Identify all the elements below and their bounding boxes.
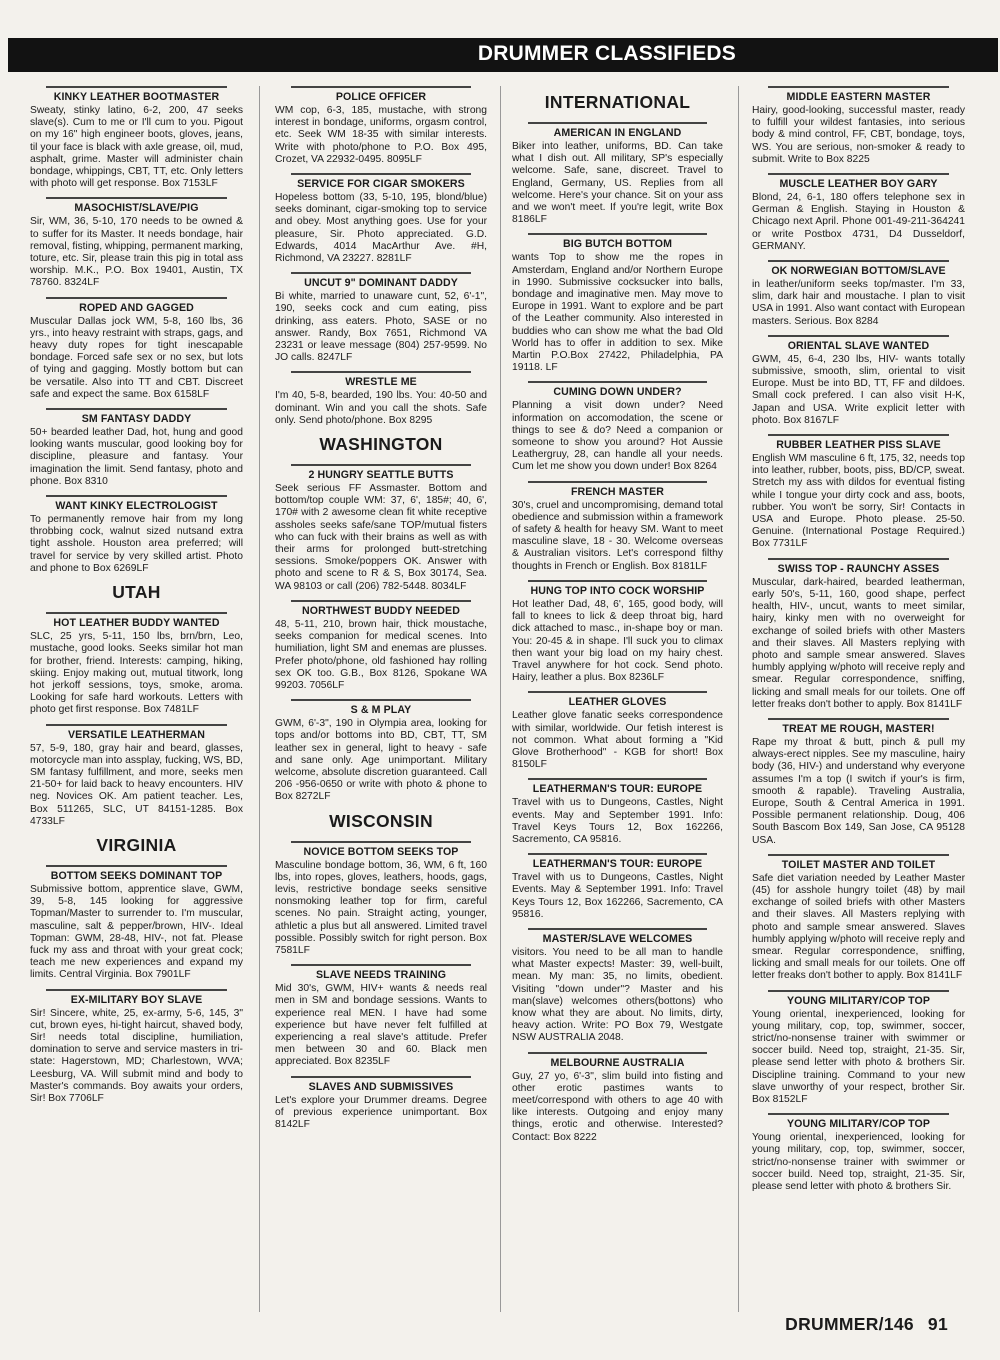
- ad-body: 30's, cruel and uncompromising, demand total obedience and submission within a framework of safety & health for heavy SM. Want to meet masculine slave, 18 - 30. Welcome overseas & Australian visitors. Let's correspond filthy thoughts in French or English. Box 8181LF: [512, 499, 723, 572]
- ad-rule: [768, 558, 949, 560]
- ad-title: FRENCH MASTER: [570, 485, 665, 498]
- ad-title: WRESTLE ME: [345, 376, 417, 389]
- ad-body: GWM, 6'-3", 190 in Olympia area, looking for tops and/or bottoms into BD, CBT, TT, SM leather sex in general, light to heavy - safe and sane only. Age unimportant. Military welcome, absolute discretion guaranteed. Call 206 -956-0650 or write with photo & phone to Box 8272LF: [275, 718, 487, 803]
- ad-title: UNCUT 9" DOMINANT DADDY: [304, 277, 458, 290]
- ad-rule: [528, 928, 707, 930]
- classified-ad: [752, 434, 965, 551]
- ad-title: LEATHERMAN'S TOUR: EUROPE: [532, 783, 703, 796]
- classified-ad: [275, 464, 487, 593]
- classified-ad: [512, 122, 723, 226]
- ad-body: Muscular, dark-haired, bearded leatherman, early 50's, 5-11, 160, good shape, perfect health, HIV-, uncut, wants to meet similar, hairy, kinky men with no overweight for exchange of soiled briefs with other Masters and their slaves. All Masters replying with photo and sample smear answered. Slaves humbly applying w/photo will receive reply and smear. Regular correspondence, sniffing, licking and small meals for our toilets. One off letter freaks don't bother to apply. Box 8141LF: [752, 576, 965, 710]
- classified-ad: [30, 724, 243, 828]
- ad-body: Hopeless bottom (33, 5-10, 195, blond/blue) seeks dominant, cigar-smoking top to service and obey. Most anything goes. Use for your pleasure, Sir. Photo appreciated. G.D. Edwards, 4014 MacArthur Ave. #H, Richmond, VA 23227. 8281LF: [275, 192, 487, 265]
- ad-body: Muscular Dallas jock WM, 5-8, 160 lbs, 36 yrs., into heavy restraint with straps, gags, and heavy duty ropes for tight inescapable bondage. Forced safe sex or no sex, but lots of tying and gagging. Mostly bottom but can be versatile. Also into TT and CBT. Discreet safe and expect the same. Box 6158LF: [30, 315, 243, 400]
- ad-rule: [291, 371, 471, 373]
- ad-title: SLAVES AND SUBMISSIVES: [308, 1080, 454, 1093]
- ad-rule: [291, 699, 471, 701]
- classified-ad: [752, 990, 965, 1107]
- ad-body: Let's explore your Drummer dreams. Degree of previous experience unimportant. Box 8142LF: [275, 1094, 487, 1130]
- classified-ad: [512, 928, 723, 1045]
- ad-rule: [768, 335, 949, 337]
- page-footer: [771, 1314, 948, 1335]
- ad-title: MASTER/SLAVE WELCOMES: [542, 932, 693, 945]
- ad-title: MELBOURNE AUSTRALIA: [550, 1056, 685, 1069]
- classified-ad: [30, 989, 243, 1106]
- ad-title: ROPED AND GAGGED: [79, 301, 194, 314]
- classified-ad: [30, 408, 243, 488]
- ad-body: Leather glove fanatic seeks correspondence with similar, worldwide. Our fetish interest is not common. What about forming a "Kid Glove Brotherhood" - KGB for short! Box 8150LF: [512, 710, 723, 771]
- classified-ad: [752, 335, 965, 427]
- classified-ad: [512, 778, 723, 846]
- classified-ad: [512, 691, 723, 771]
- ad-title: AMERICAN IN ENGLAND: [553, 127, 682, 139]
- ad-title: 2 HUNGRY SEATTLE BUTTS: [308, 469, 454, 482]
- column-divider: [259, 86, 260, 1312]
- ad-rule: [291, 86, 471, 88]
- masthead-bar: [8, 38, 998, 72]
- ad-body: To permanently remove hair from my long throbbing cock, walnut sized nutsand extra tight asshole. Houston area preferred; will travel for service by very skilled artist. Photo and phone to Box 6269LF: [30, 514, 243, 574]
- classified-ad: [275, 699, 487, 803]
- ad-body: Young oriental, inexperienced, looking for young military, cop, top, swimmer, soccer, strict/no-nonsense trainer with swimmer or soccer build. Need top, straight, 21-35. Sir, please send letter with photo & brothers Sir.: [752, 1132, 965, 1193]
- ad-body: in leather/uniform seeks top/master. I'm 33, slim, dark hair and moustache. I plan to visit USA in 1991. Also want contact with European masters. Serious. Box 8284: [752, 279, 965, 327]
- column-1: [30, 86, 243, 1312]
- classified-ad: [752, 558, 965, 711]
- classified-ad: [275, 964, 487, 1068]
- ad-title: NORTHWEST BUDDY NEEDED: [302, 604, 460, 617]
- ad-rule: [291, 964, 471, 966]
- ad-body: I'm 40, 5-8, bearded, 190 lbs. You: 40-50 and dominant. Win and you call the shots. Safe only. Send photo/phone. Box 8295: [275, 390, 487, 426]
- ad-title: BOTTOM SEEKS DOMINANT TOP: [50, 869, 223, 882]
- ad-rule: [291, 272, 471, 274]
- ad-rule: [768, 718, 949, 720]
- section-heading: UTAH: [112, 582, 161, 603]
- ad-rule: [528, 122, 707, 124]
- section-heading: WASHINGTON: [319, 434, 443, 455]
- ad-body: Hot leather Dad, 48, 6', 165, good body, will fall to knees to lick & deep throat big, hard dick attached to masc., in-shape boy or man. You: 20-45 & in shape. I'll suck you to climax then want your big load on my hairy chest. Travel anywhere for hot cock. Send photo. Hairy, leather a plus. Box 8236LF: [512, 598, 723, 684]
- ad-title: KINKY LEATHER BOOTMASTER: [53, 91, 220, 103]
- ad-rule: [46, 197, 227, 199]
- ad-title: HUNG TOP INTO COCK WORSHIP: [530, 584, 705, 597]
- ad-rule: [768, 173, 949, 175]
- page-number: 91: [927, 1314, 948, 1334]
- ad-rule: [291, 841, 471, 843]
- ad-rule: [768, 990, 949, 992]
- classified-ad: [275, 272, 487, 364]
- ad-title: EX-MILITARY BOY SLAVE: [70, 993, 203, 1006]
- ad-rule: [768, 434, 949, 436]
- ad-body: 50+ bearded leather Dad, hot, hung and good looking wants muscular, good looking boy for discipline, pleasure and fantasy. Your imagination the limit. Send fantasy, photo and phone. Box 8310: [30, 427, 243, 487]
- classified-ad: [512, 1052, 723, 1144]
- ad-title: VERSATILE LEATHERMAN: [68, 728, 205, 741]
- ad-body: Travel with us to Dungeons, Castles, Night events. May and September 1991. Info: Travel Keys Tours 12, Box 162266, Sacremento, CA 95816.: [512, 797, 723, 845]
- ad-title: MIDDLE EASTERN MASTER: [786, 91, 931, 103]
- ad-rule: [528, 481, 707, 483]
- issue-label: DRUMMER/146: [785, 1314, 914, 1334]
- ad-body: wants Top to show me the ropes in Amsterdam, England and/or Northern Europe in 1990. Submissive cocksucker into balls, bondage and imaginative men. May move to Europe in 1991. Want to explore and be part of the Leather community. Also interested in buddies who can show me what the bad Old World has to offer in addition to sex. Mike Martin P.O.Box 27422, Philadelphia, PA 19118. LF: [512, 252, 723, 374]
- ad-rule: [46, 724, 227, 726]
- section-heading: WISCONSIN: [329, 810, 433, 831]
- ad-rule: [46, 86, 227, 88]
- ad-rule: [46, 989, 227, 991]
- ad-body: Sir! Sincere, white, 25, ex-army, 5-6, 145, 3" cut, brown eyes, hi-tight haircut, shaved body, Sir! needs total discipline, humiliation, domination to serve and service masters in tri-state: Hagerstown, MD; Charlestown, WVA; Leesburg, VA. Will submit mind and body to Master's commands. Boy awaits your orders, Sir! Box 7706LF: [30, 1007, 243, 1104]
- ad-body: SLC, 25 yrs, 5-11, 150 lbs, brn/brn, Leo, mustache, good looks. Seeks similar hot man for brother, friend. Interests: camping, hiking, skiing. Enjoy making out, mutual titwork, long hot jerkoff sessions, toys, smoke, aroma. Looking for safe hard workouts. Letters with photo get first response. Box 7481LF: [30, 631, 243, 716]
- ad-rule: [528, 853, 707, 855]
- column-2: [275, 86, 487, 1312]
- classified-ad: [752, 1113, 965, 1193]
- ad-title: CUMING DOWN UNDER?: [553, 386, 682, 399]
- ad-title: MUSCLE LEATHER BOY GARY: [779, 178, 938, 191]
- classified-ad: [30, 865, 243, 982]
- ad-rule: [768, 1113, 949, 1115]
- ad-body: WM cop, 6-3, 185, mustache, with strong interest in bondage, uniforms, orgasm control, etc. Seek WM 18-35 with similar interests. Write with photo/phone to P.O. Box 495, Crozet, VA 22932-0495. 8095LF: [275, 105, 487, 165]
- classified-ad: [30, 86, 243, 190]
- ad-title: OK NORWEGIAN BOTTOM/SLAVE: [771, 265, 946, 278]
- column-3: [512, 86, 723, 1312]
- ad-rule: [291, 173, 471, 175]
- classified-ad: [512, 580, 723, 684]
- ad-title: YOUNG MILITARY/COP TOP: [786, 1118, 931, 1131]
- ad-body: Travel with us to Dungeons, Castles, Night Events. May & September 1991. Info: Travel Keys Tours 12, Box 162266, Sacremento, CA 95816.: [512, 872, 723, 920]
- classified-ad: [752, 173, 965, 253]
- ad-rule: [528, 580, 707, 582]
- classified-ad: [30, 495, 243, 575]
- ad-title: WANT KINKY ELECTROLOGIST: [55, 500, 218, 513]
- ad-body: Hairy, good-looking, successful master, ready to fulfill your wildest fantasies, into serious body & mind control, FF, CBT, bondage, toys, WS. You are serious, non-smoker & ready to submit. Write to Box 8225: [752, 105, 965, 165]
- ad-title: YOUNG MILITARY/COP TOP: [786, 994, 931, 1007]
- classified-ad: [275, 86, 487, 166]
- ad-body: Blond, 24, 6-1, 180 offers telephone sex in German & English. Staying in Houston & Chicago next April. Phone 001-49-211-364241 or write Postbox 4731, D4 Dusseldorf, GERMANY.: [752, 192, 965, 252]
- ad-body: Biker into leather, uniforms, BD. Can take what I dish out. All military, SP's especially welcome. Safe, sane, discreet. Travel to England, Germany, US. Replies from all welcome. Here's your chance. Sit on your ass and we won't meet. If you're legit, write Box 8186LF: [512, 141, 723, 226]
- ad-body: Planning a visit down under? Need information on accomodation, the scene or things to see & do? Need a companion or someone to show you around? Hot Aussie Leathergruy, 28, can handle all your needs. Cum let me show you down under! Box 8264: [512, 400, 723, 473]
- ad-title: HOT LEATHER BUDDY WANTED: [53, 617, 220, 630]
- ad-title: SERVICE FOR CIGAR SMOKERS: [297, 178, 465, 191]
- ad-body: 48, 5-11, 210, brown hair, thick moustache, seeks companion for medical scenes. Into humiliation, light SM and enemas are plusses. Prefer photo/phone, old fashioned hay rolling sex OK too. G.B., Box 8126, Spokane WA 99203. 7056LF: [275, 618, 487, 691]
- ad-title: SM FANTASY DADDY: [81, 413, 192, 426]
- ad-title: LEATHER GLOVES: [568, 696, 667, 709]
- ad-rule: [291, 464, 471, 466]
- ad-title: ORIENTAL SLAVE WANTED: [787, 339, 930, 352]
- ad-title: TOILET MASTER AND TOILET: [781, 858, 936, 871]
- classified-ad: [752, 718, 965, 847]
- ad-title: RUBBER LEATHER PISS SLAVE: [776, 439, 941, 452]
- ad-body: English WM masculine 6 ft, 175, 32, needs top into leather, rubber, boots, piss, BD/CP, sweat. Stretch my ass with dildos for eventual fisting while I tongue your dirty cock and ass, boots, rubber. You won't be sorry, Sir! Contacts in USA and Europe. Photo please. 25-50. Genuine. (International Postage Required.) Box 7731LF: [752, 453, 965, 550]
- classified-ad: [275, 841, 487, 958]
- ad-body: Sweaty, stinky latino, 6-2, 200, 47 seeks slave(s). Cum to me or I'll cum to you. Pigout on my 16" high engineer boots, gloves, jeans, til your face is black with axle grease, oil, mud, asphalt, grime. Master will administer chain bondage, whippings, CBT, TT, etc. Only letters with photo will get response. Box 7153LF: [30, 105, 243, 190]
- ad-body: Guy, 27 yo, 6'-3", slim build into fisting and other erotic pastimes wants to meet/correspond with others to age 40 with like interests. Outgoing and enjoy many things, erotic and otherwise. Interested? Contact: Box 8222: [512, 1070, 723, 1143]
- classified-ad: [512, 233, 723, 374]
- classified-ad: [275, 173, 487, 265]
- column-divider: [500, 86, 501, 1312]
- classified-ad: [275, 600, 487, 692]
- classified-ad: [512, 853, 723, 921]
- classified-ad: [30, 197, 243, 289]
- ad-rule: [768, 260, 949, 262]
- ad-body: Mid 30's, GWM, HIV+ wants & needs real men in SM and bondage sessions. Wants to experience real MEN. I have had some experience but have never felt fulfilled at experiencing a real slave's attitude. Prefer men between 30 and 60. Black men appreciated. Box 8235LF: [275, 983, 487, 1068]
- masthead-title: DRUMMER CLASSIFIEDS: [477, 42, 736, 65]
- classified-ad: [752, 854, 965, 983]
- ad-rule: [528, 233, 707, 235]
- ad-rule: [46, 865, 227, 867]
- ad-rule: [291, 1076, 471, 1078]
- ad-body: GWM, 45, 6-4, 230 lbs, HIV- wants totally submissive, smooth, slim, oriental to visit Europe. Must be into BD, TT, FF and dildoes. Small cock prefered. I can also visit H-K, Japan and USA. Write explicit letter with photo. Box 8167LF: [752, 353, 965, 426]
- ad-title: TREAT ME ROUGH, MASTER!: [782, 722, 935, 735]
- column-4: [752, 86, 965, 1312]
- classified-ad: [275, 1076, 487, 1132]
- ad-body: Safe diet variation needed by Leather Master (45) for asshole hungry toilet (48) by mail exchange of soiled briefs with other Masters and their slaves. All Masters replying with photo and sample smear answered. Slaves humbly applying w/photo will receive reply and smear. Regular correspondence, sniffing, licking and small meals for our toilets. One off letter freaks don't bother to apply. Box 8141LF: [752, 872, 965, 982]
- ad-rule: [528, 778, 707, 780]
- ad-rule: [768, 86, 949, 88]
- ad-body: 57, 5-9, 180, gray hair and beard, glasses, motorcycle man into assplay, fucking, WS, BD, SM fantasy fulfillment, and more, seeks men 21-50+ for laid back to heavy encounters. HIV neg. Novices OK. Am patient teacher. Les, Box 511265, SLC, UT 84151-1285. Box 4733LF: [30, 742, 243, 827]
- ad-rule: [46, 612, 227, 614]
- ad-body: Masculine bondage bottom, 36, WM, 6 ft, 160 lbs, into ropes, gloves, leathers, hoods, gags, levis, restrictive bondage seeks sensitive nonsmoking leather top for firm, careful scenes. No pain. Straight acting, younger, athletic a plus but all answered. Limited travel possible. Possibly switch for right person. Box 7581LF: [275, 859, 487, 956]
- classified-ad: [30, 297, 243, 401]
- ad-title: NOVICE BOTTOM SEEKS TOP: [303, 845, 459, 858]
- ad-rule: [528, 691, 707, 693]
- classified-ad: [30, 612, 243, 716]
- classified-ad: [512, 381, 723, 473]
- ad-rule: [291, 600, 471, 602]
- section-heading: VIRGINIA: [96, 834, 177, 855]
- ad-rule: [528, 381, 707, 383]
- classified-ad: [512, 481, 723, 573]
- ad-rule: [46, 297, 227, 299]
- ad-rule: [528, 1052, 707, 1054]
- ad-rule: [46, 408, 227, 410]
- ad-title: SLAVE NEEDS TRAINING: [315, 969, 447, 982]
- ad-rule: [768, 854, 949, 856]
- ad-title: S & M PLAY: [350, 704, 412, 717]
- ad-title: BIG BUTCH BOTTOM: [562, 238, 673, 251]
- classified-ad: [752, 86, 965, 166]
- ad-body: Submissive bottom, apprentice slave, GWM, 39, 5-8, 145 looking for aggressive Topman/Master to surrender to. I'm muscular, masculine, salt & pepper/brown, HIV-. Ideal Topman: GWM, 28-48, HIV-, not fat. Please fuck my ass and throat with your great cock; teach me new experiences and expand my limits. Central Virginia. Box 7901LF: [30, 883, 243, 981]
- ad-rule: [46, 495, 227, 497]
- ad-body: Young oriental, inexperienced, looking for young military, cop, top, swimmer, soccer, strict/no-nonsense trainer with swimmer or soccer build. Need top, straight, 21-35. Sir, please send letter with photo & brothers Sir. Discipline training. Command to your new slave unworthy of your respect, brother Sir. Box 8152LF: [752, 1008, 965, 1105]
- ad-title: SWISS TOP - RAUNCHY ASSES: [777, 562, 940, 575]
- ad-title: POLICE OFFICER: [335, 91, 427, 103]
- column-divider: [738, 86, 739, 1312]
- ad-body: Sir, WM, 36, 5-10, 170 needs to be owned & to suffer for its Master. It needs bondage, hair removal, fisting, whipping, permanent marking, toture, etc. Sir, please train this pig in total ass worship. M.K., P.O. Box 19401, Austin, TX 78760. 8324LF: [30, 216, 243, 289]
- ad-body: Seek serious FF Assmaster. Bottom and bottom/top couple WM: 37, 6', 185#; 40, 6', 170# with 2 awesome clean fit white receptive assholes seeks safe/sane TOP/mutual fisters who can fuck with their brains as well as with their arms for prolonged butt-stretching sessions. Smoke/poppers OK. Answer with photo and scene to R & S, Box 30174, Sea. WA 98103 or call (206) 782-5448. 8034LF: [275, 483, 487, 592]
- ad-title: MASOCHIST/SLAVE/PIG: [74, 202, 199, 215]
- ad-title: LEATHERMAN'S TOUR: EUROPE: [532, 858, 703, 871]
- section-heading: INTERNATIONAL: [544, 92, 691, 112]
- ad-body: Bi white, married to unaware cunt, 52, 6'-1", 190, seeks cock and cum eating, piss drinking, ass eaters. Photo, SASE or no answer. Randy, Box 7651, Richmond VA 23231 or leave message (804) 257-9599. No JO calls. 8247LF: [275, 291, 487, 364]
- ad-body: visitors. You need to be all man to handle what Master expects! Master: 39, well-built, mean. My man: 35, no limits, obedient. Visiting "down under"? Master and his man(slave) welcomes others(bottons) who know what they are about. No limits, dirty, heavy action. Write: PO Box 79, Westgate NSW AUSTRALIA 2048.: [512, 946, 723, 1044]
- classified-ad: [275, 371, 487, 427]
- ad-body: Rape my throat & butt, pinch & pull my always-erect nipples. See my masculine, hairy body (36, HIV-) and understand why everyone assumes I'm a top (I switch if your's is firm, smooth & rapable). Traveling Australia, Europe, South & Central America in 1991. Possible permanent relationship. Doug, 406 South Bascom Box 149, San Jose, CA 95128 USA.: [752, 736, 965, 846]
- classified-ad: [752, 260, 965, 328]
